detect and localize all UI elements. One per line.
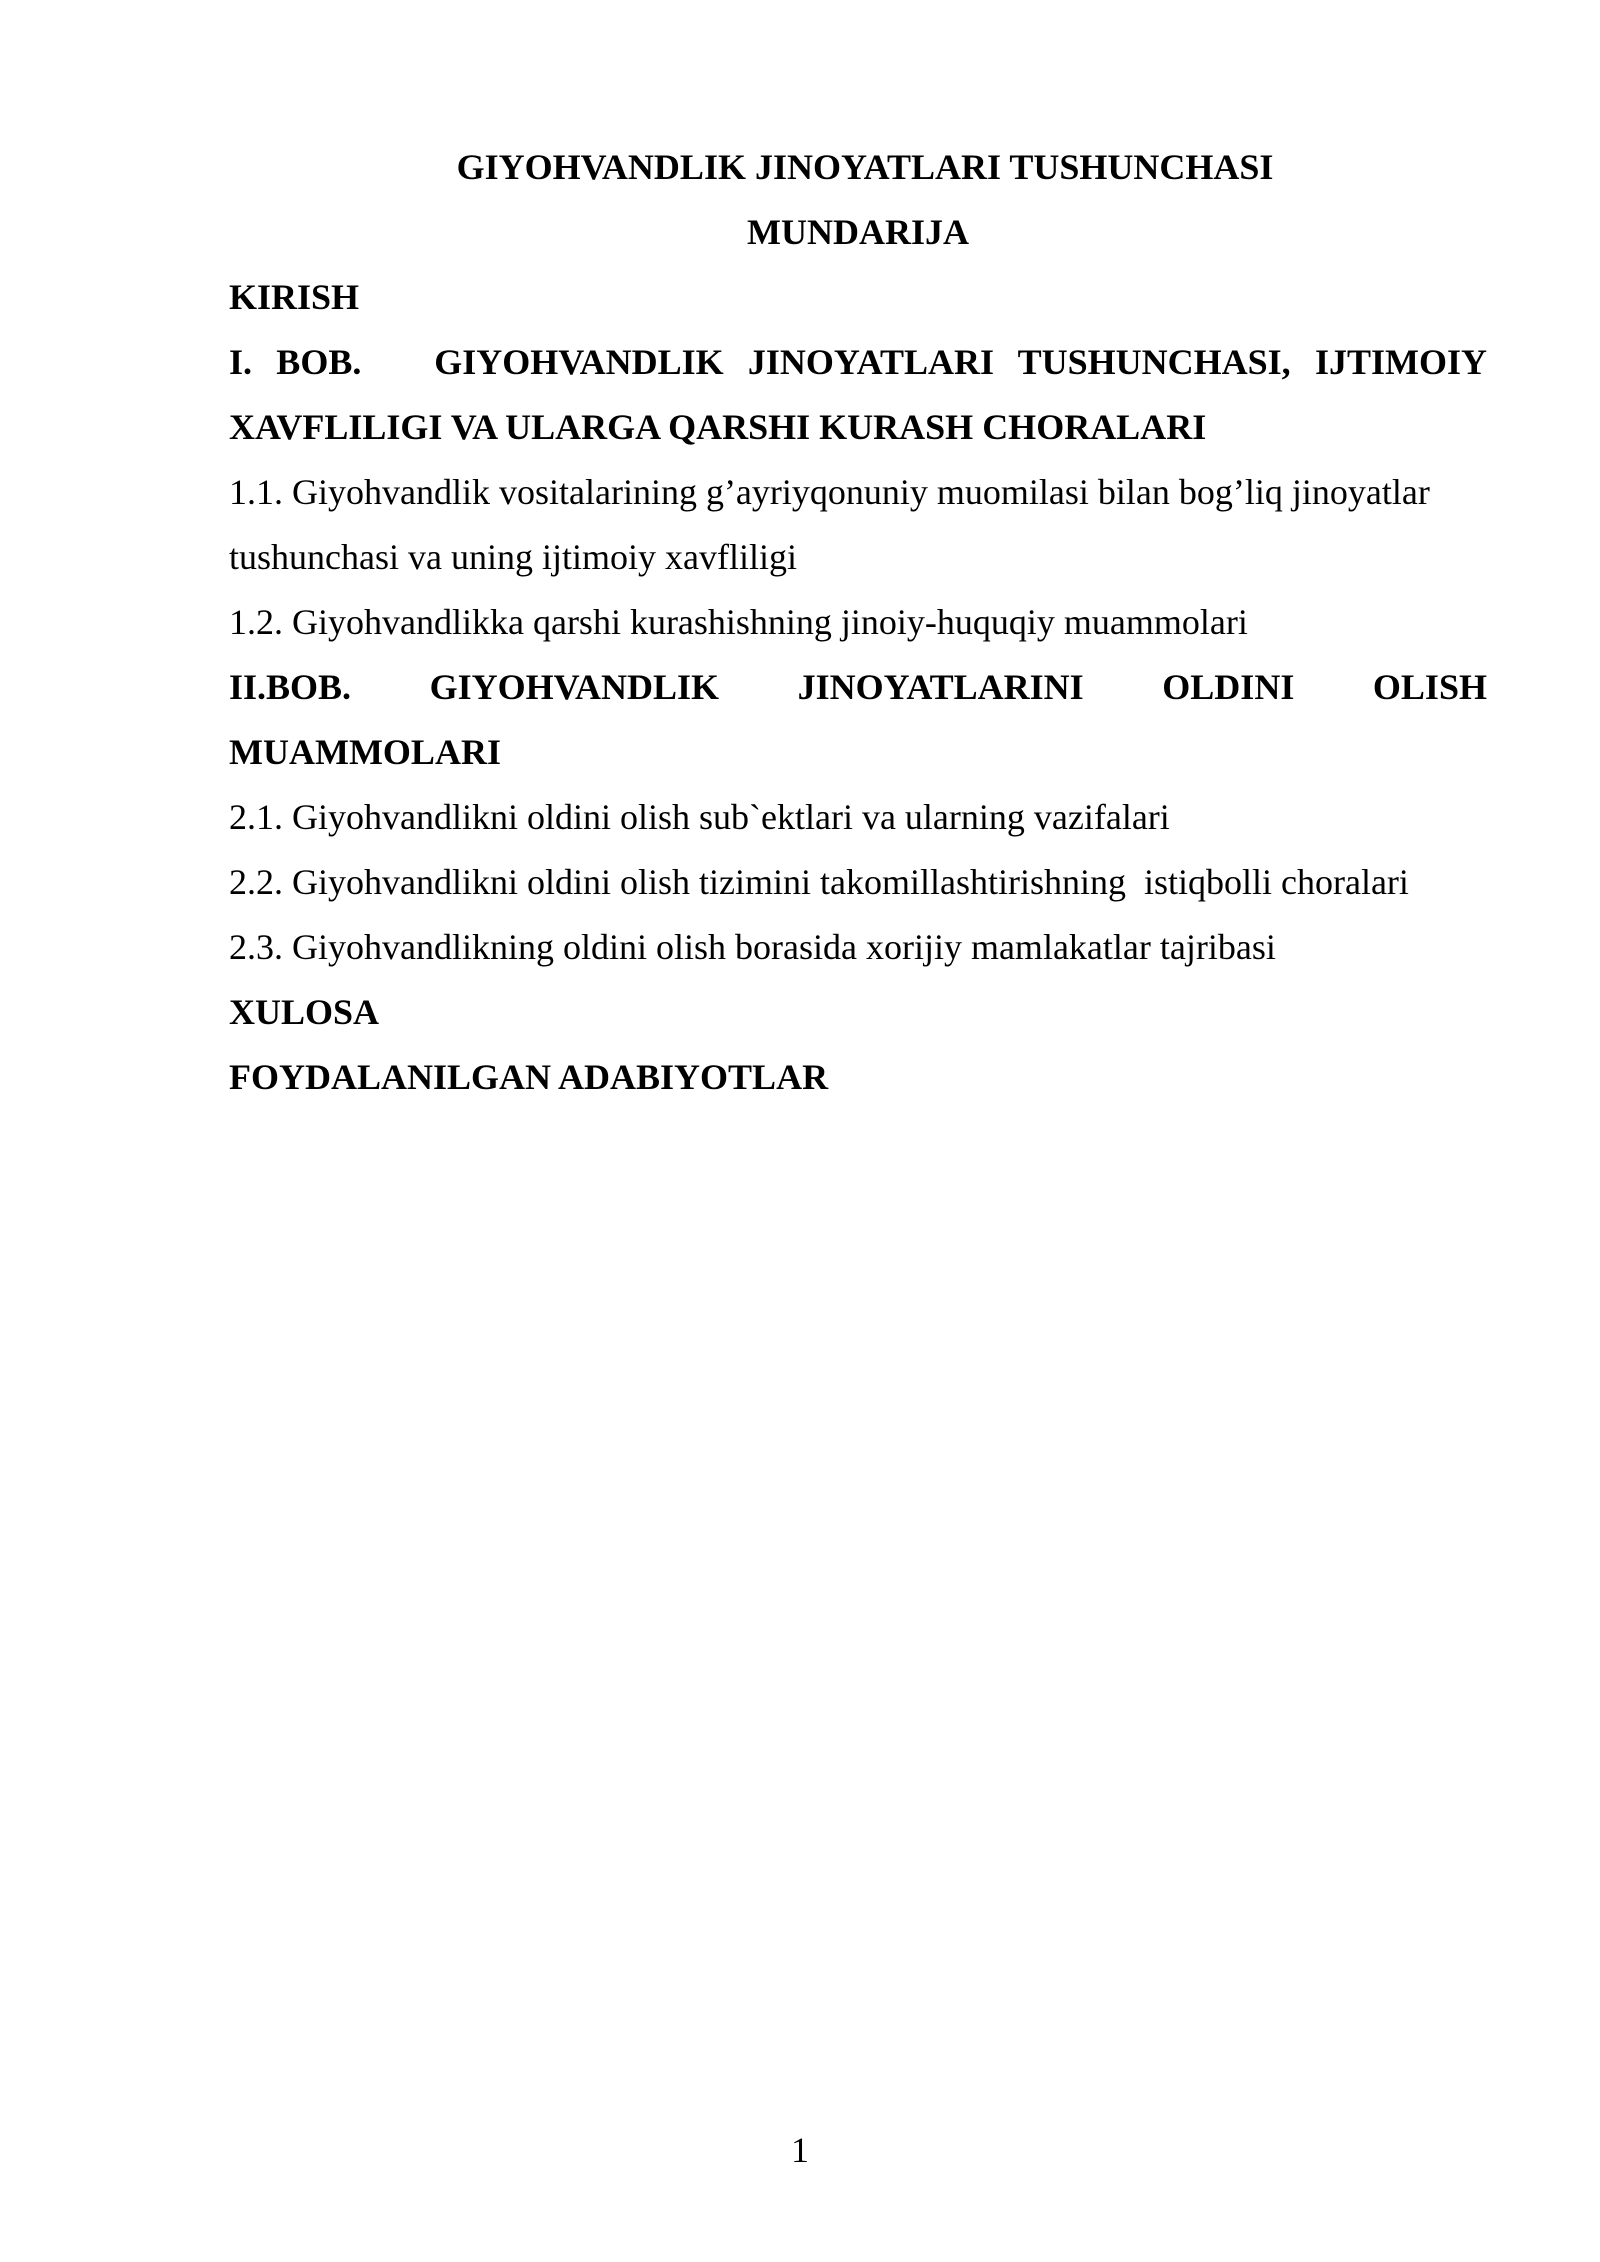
toc-item-section-1-1: 1.1. Giyohvandlik vositalarining g’ayriyqonuniy muomilasi bilan bog’liq jinoyatlar tushunchasi va uning ijtimoiy xavfliligi — [229, 472, 1430, 577]
toc-item-references: FOYDALANILGAN ADABIYOTLAR — [229, 1057, 829, 1097]
toc-item-section-1-2: 1.2. Giyohvandlikka qarshi kurashishning jinoiy-huquqiy muammolari — [229, 602, 1248, 642]
toc-item-chapter-2-first-line — [229, 655, 1487, 720]
chapter-2-word: OLDINI — [1162, 667, 1295, 707]
toc-item-section-2-1: 2.1. Giyohvandlikni oldini olish sub`ektlari va ularning vazifalari — [229, 797, 1170, 837]
chapter-2-word: JINOYATLARINI — [797, 667, 1084, 707]
toc-item-section-2-2: 2.2. Giyohvandlikni oldini olish tizimini takomillashtirishning istiqbolli choralari — [229, 862, 1409, 902]
toc-heading: MUNDARIJA — [747, 212, 969, 252]
chapter-1-label: I. BOB. — [229, 342, 362, 382]
toc-item-intro: KIRISH — [229, 277, 360, 317]
toc-item-chapter-2-last-line: MUAMMOLARI — [229, 732, 501, 772]
chapter-1-title: GIYOHVANDLIK JINOYATLARI TUSHUNCHASI, IJTIMOIY XAVFLILIGI VA ULARGA QARSHI KURASH CHORALARI — [229, 342, 1487, 447]
document-title: GIYOHVANDLIK JINOYATLARI TUSHUNCHASI — [456, 147, 1274, 187]
toc-item-chapter-1 — [229, 330, 1487, 460]
chapter-2-word: OLISH — [1372, 667, 1487, 707]
chapter-2-word: GIYOHVANDLIK — [429, 667, 720, 707]
table-of-contents — [229, 135, 1487, 1110]
toc-item-section-2-3: 2.3. Giyohvandlikning oldini olish borasida xorijiy mamlakatlar tajribasi — [229, 927, 1276, 967]
page-number: 1 — [791, 2130, 809, 2170]
chapter-2-word: II.BOB. — [229, 667, 352, 707]
toc-item-conclusion: XULOSA — [229, 992, 380, 1032]
